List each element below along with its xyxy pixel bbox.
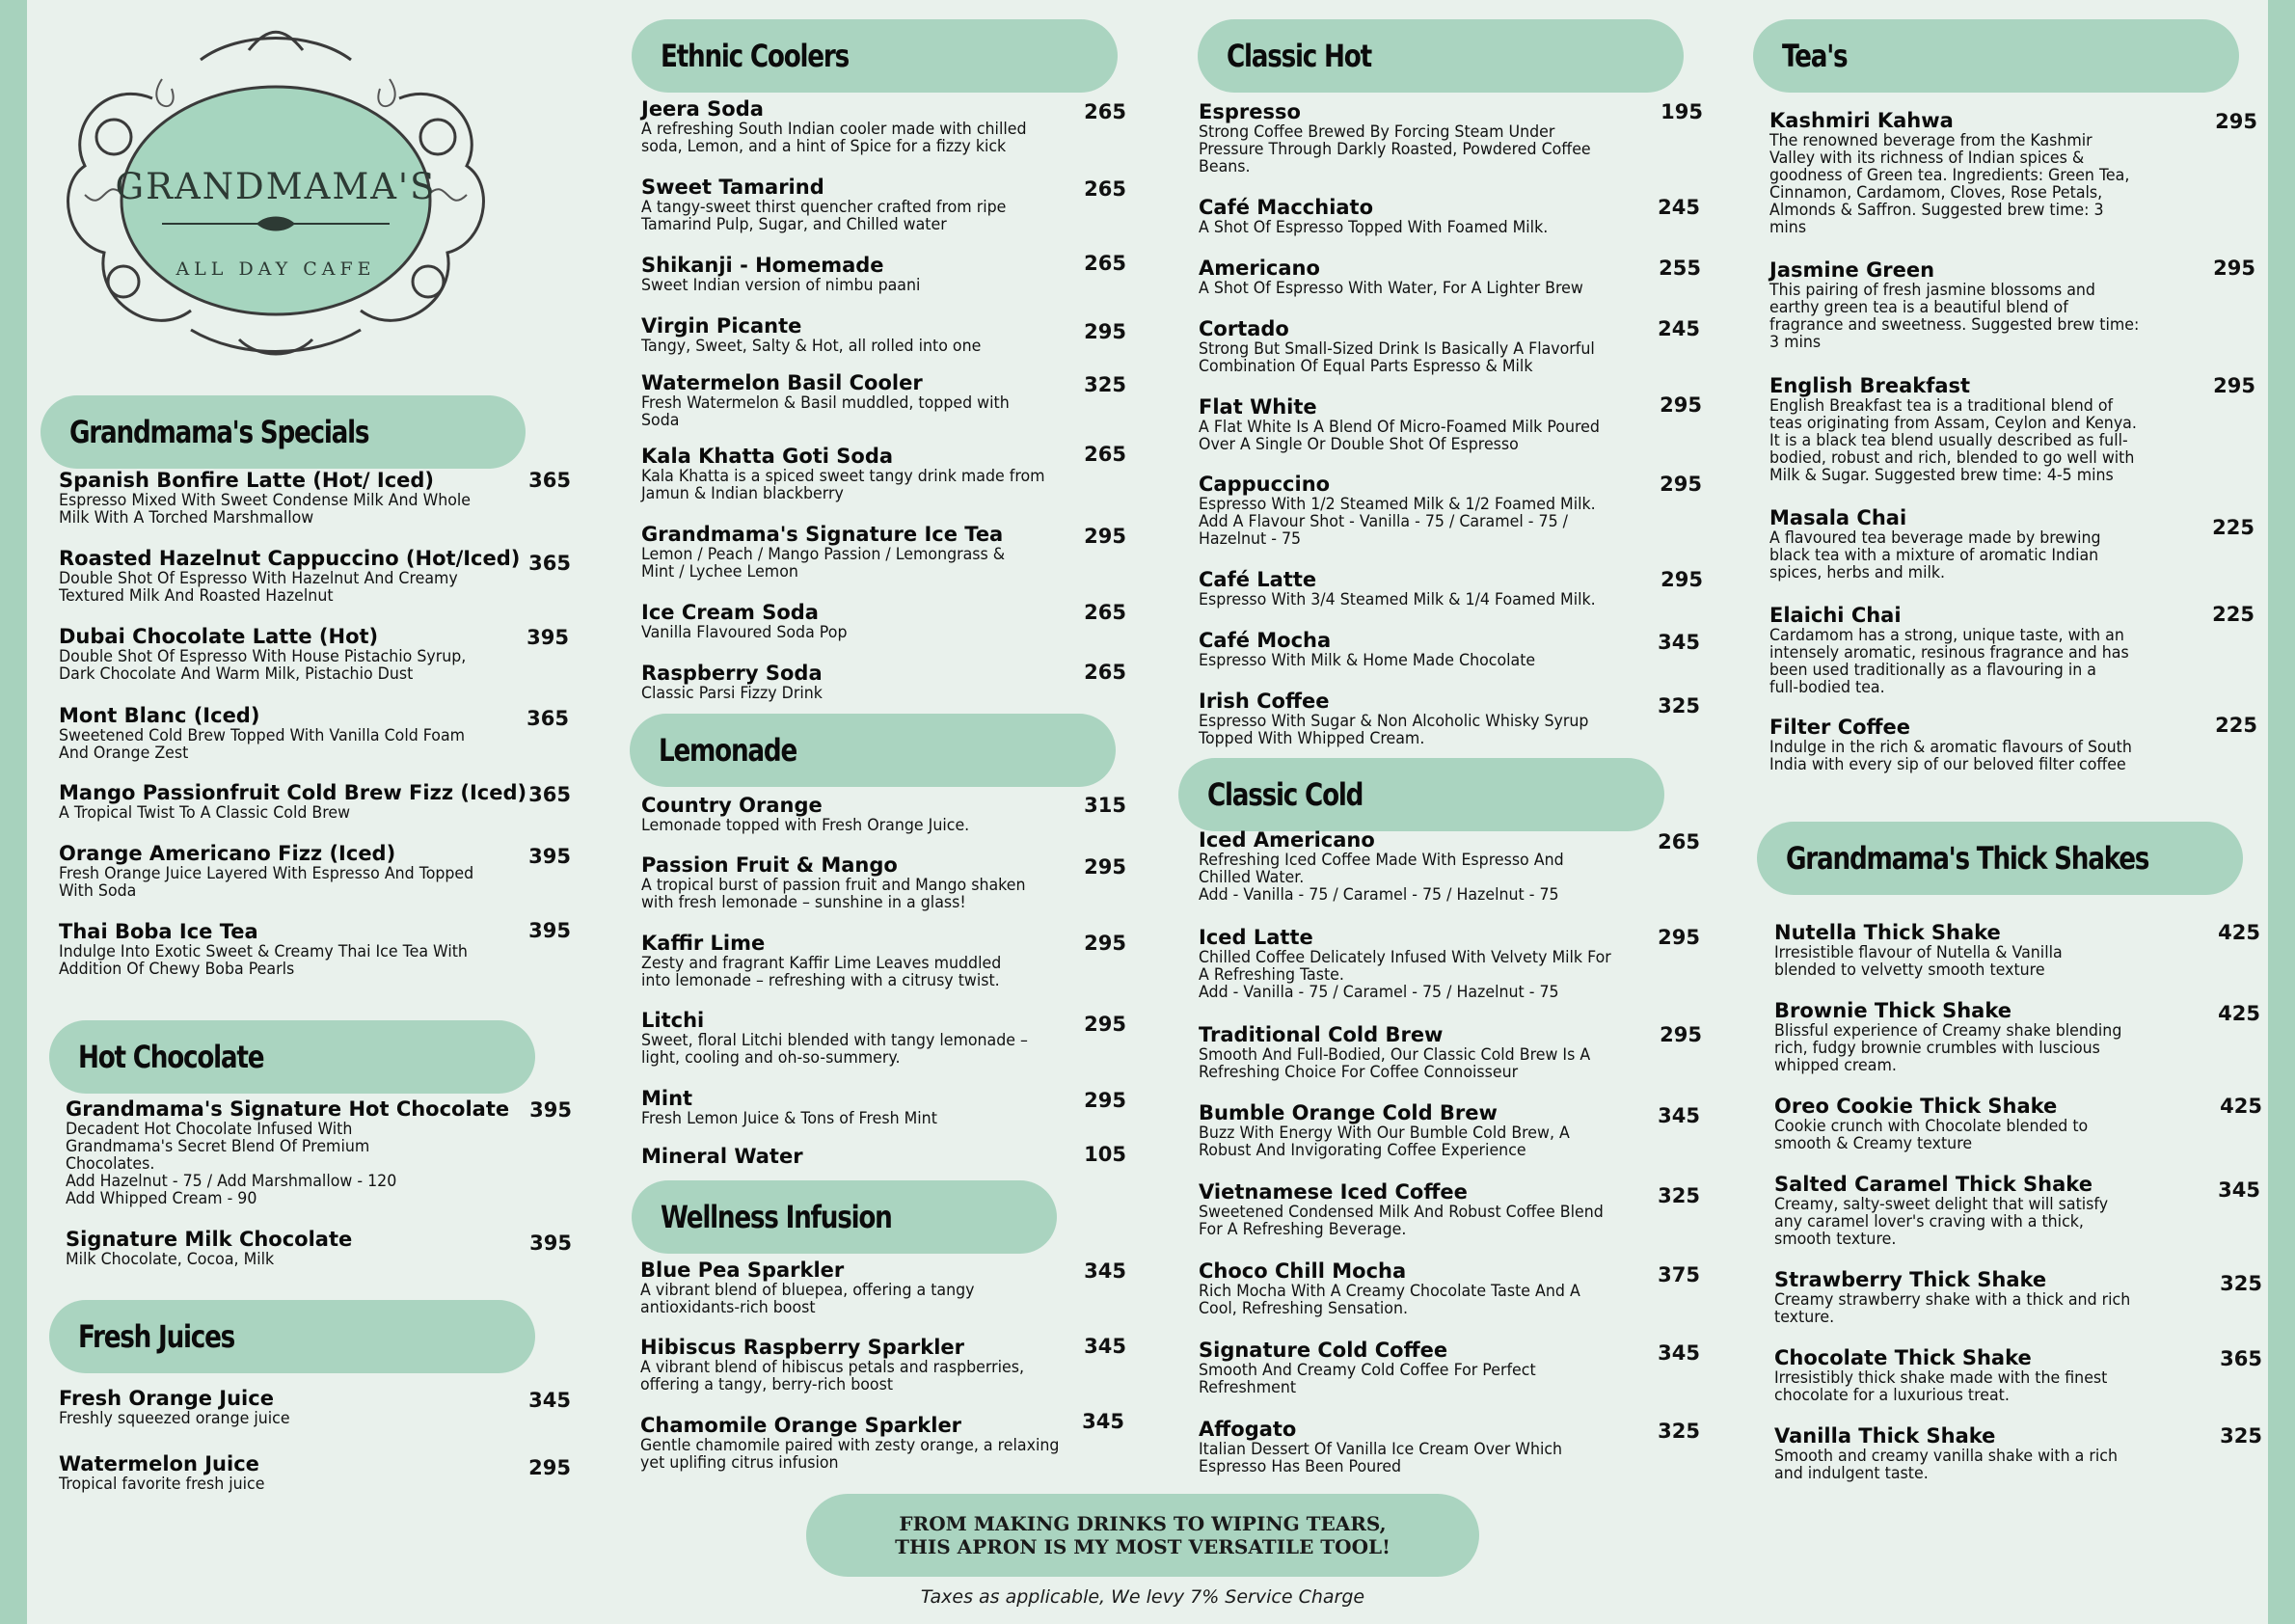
item-desc: Vanilla Flavoured Soda Pop — [641, 623, 848, 642]
item-desc: Sweetened Cold Brew Topped With Vanilla Cold Foam And Orange Zest — [59, 726, 466, 763]
item-name: Watermelon Basil Cooler — [641, 371, 923, 394]
item-price: 325 — [1658, 694, 1700, 717]
apron-quote-banner — [806, 1494, 1479, 1577]
item-price: 195 — [1660, 100, 1703, 123]
item-desc: Lemon / Peach / Mango Passion / Lemongrass & Mint / Lychee Lemon — [641, 545, 1006, 582]
menu-item — [1199, 1101, 1598, 1159]
item-name: Filter Coffee — [1769, 716, 1911, 739]
item-price: 365 — [528, 783, 571, 806]
item-name: Traditional Cold Brew — [1199, 1023, 1444, 1046]
item-name: Dubai Chocolate Latte (Hot) — [59, 625, 379, 648]
item-name: Orange Americano Fizz (Iced) — [59, 842, 396, 865]
item-name: Signature Cold Coffee — [1199, 1339, 1448, 1362]
item-price: 325 — [1658, 1184, 1700, 1207]
item-desc: Espresso With 1/2 Steamed Milk & 1/2 Foamed Milk. Add A Flavour Shot - Vanilla - 75 / Caramel - 75 / Hazelnut - 75 — [1199, 495, 1596, 549]
menu-item — [59, 704, 496, 762]
menu-item — [641, 97, 1056, 155]
section-header-hot-chocolate — [49, 1020, 535, 1094]
item-desc: Espresso With 3/4 Steamed Milk & 1/4 Foamed Milk. — [1199, 590, 1596, 609]
menu-item — [1199, 1339, 1561, 1396]
item-desc: Double Shot Of Espresso With Hazelnut And Creamy Textured Milk And Roasted Hazelnut — [59, 569, 458, 606]
item-name: Kaffir Lime — [641, 932, 766, 955]
item-price: 375 — [1658, 1263, 1700, 1286]
menu-item — [640, 1414, 1091, 1472]
item-name: Jasmine Green — [1769, 258, 1935, 282]
item-price: 345 — [528, 1389, 571, 1412]
item-desc: This pairing of fresh jasmine blossoms and earthy green tea is a beautiful blend of fragrance and sweetness. Suggested brew time: 3 mins — [1769, 281, 2140, 352]
menu-item — [1199, 1259, 1609, 1317]
item-price: 345 — [1084, 1259, 1126, 1283]
item-price: 265 — [1084, 443, 1126, 466]
item-name: Chocolate Thick Shake — [1774, 1346, 2032, 1369]
menu-item — [641, 314, 1007, 355]
section-title: Hot Chocolate — [78, 1039, 264, 1075]
brand-tagline: ALL DAY CAFE — [176, 258, 376, 280]
menu-item — [1199, 1180, 1634, 1238]
item-price: 345 — [1658, 1104, 1700, 1127]
quote-line-1: FROM MAKING DRINKS TO WIPING TEARS, — [899, 1512, 1387, 1535]
item-name: Hibiscus Raspberry Sparkler — [640, 1336, 965, 1359]
menu-item — [1774, 1346, 2132, 1404]
item-price: 325 — [1084, 373, 1126, 396]
item-desc: A vibrant blend of hibiscus petals and raspberries, offering a tangy, berry-rich boost — [640, 1358, 1025, 1394]
item-price: 265 — [1084, 661, 1126, 684]
item-name: Strawberry Thick Shake — [1774, 1268, 2047, 1291]
item-price: 425 — [2218, 1002, 2260, 1025]
menu-item — [641, 601, 863, 641]
item-price: 345 — [1658, 631, 1700, 654]
menu-item — [1199, 317, 1625, 375]
item-price: 365 — [526, 707, 569, 730]
item-price: 345 — [1084, 1335, 1126, 1358]
item-desc: A tropical burst of passion fruit and Mango shaken with fresh lemonade – sunshine in a glass! — [641, 876, 1026, 912]
item-name: Passion Fruit & Mango — [641, 853, 898, 877]
item-price: 295 — [1084, 1089, 1126, 1112]
item-desc: A Shot Of Espresso With Water, For A Lighter Brew — [1199, 279, 1583, 298]
section-header-thick-shakes — [1757, 822, 2243, 895]
menu-item — [641, 932, 1028, 989]
item-desc: A vibrant blend of bluepea, offering a tangy antioxidants-rich boost — [640, 1281, 975, 1317]
item-price: 295 — [1658, 926, 1700, 949]
section-title: Ethnic Coolers — [661, 38, 849, 74]
menu-item — [641, 371, 1037, 429]
item-price: 295 — [2215, 110, 2257, 133]
item-price: 395 — [529, 1098, 572, 1122]
menu-item — [1199, 568, 1626, 609]
menu-item — [641, 662, 836, 702]
item-desc: Lemonade topped with Fresh Orange Juice. — [641, 816, 970, 835]
item-name: English Breakfast — [1769, 374, 1971, 397]
menu-item — [1199, 926, 1642, 1001]
item-desc: A Tropical Twist To A Classic Cold Brew — [59, 803, 351, 823]
item-desc: A flavoured tea beverage made by brewing black tea with a mixture of aromatic Indian spices, herbs and milk. — [1769, 528, 2101, 582]
item-name: Jeera Soda — [641, 97, 764, 121]
item-price: 325 — [2220, 1424, 2262, 1448]
menu-item — [641, 1009, 1057, 1067]
menu-item — [1199, 1023, 1620, 1081]
menu-item — [1769, 604, 2156, 696]
item-desc: Sweet, floral Litchi blended with tangy lemonade – light, cooling and oh-so-summery. — [641, 1031, 1028, 1068]
item-price: 365 — [2220, 1347, 2262, 1370]
item-name: Mint — [641, 1087, 693, 1110]
item-name: Vietnamese Iced Coffee — [1199, 1180, 1468, 1204]
item-name: Iced Latte — [1199, 926, 1313, 949]
item-name: Americano — [1199, 257, 1320, 280]
item-name: Country Orange — [641, 794, 823, 817]
item-price: 425 — [2220, 1095, 2262, 1118]
item-desc: Decadent Hot Chocolate Infused With Grandmama's Secret Blend Of Premium Chocolates. Add Hazelnut - 75 / Add Marshmallow - 120 Add Whipped Cream - 90 — [66, 1120, 397, 1208]
item-price: 395 — [529, 1232, 572, 1255]
menu-item — [641, 794, 994, 834]
menu-item — [641, 1087, 959, 1127]
item-desc: Gentle chamomile paired with zesty orange, a relaxing yet uplifing citrus infusion — [640, 1436, 1060, 1473]
item-name: Mont Blanc (Iced) — [59, 704, 260, 727]
item-price: 345 — [1658, 1341, 1700, 1365]
item-desc: Tropical favorite fresh juice — [59, 1475, 265, 1494]
item-price: 325 — [2220, 1272, 2262, 1295]
item-price: 225 — [2212, 603, 2254, 626]
item-price: 255 — [1659, 257, 1701, 280]
menu-item — [1774, 1095, 2112, 1152]
section-title: Classic Cold — [1207, 776, 1364, 813]
menu-item — [1199, 100, 1620, 176]
menu-item — [66, 1228, 352, 1268]
section-title: Lemonade — [659, 732, 797, 769]
item-name: Espresso — [1199, 100, 1301, 123]
section-header-classic-hot — [1198, 19, 1684, 93]
item-desc: Irresistibly thick shake made with the finest chocolate for a luxurious treat. — [1774, 1368, 2108, 1405]
item-price: 265 — [1084, 177, 1126, 201]
item-price: 295 — [528, 1456, 571, 1479]
menu-item — [66, 1097, 509, 1207]
section-header-fresh-juices — [49, 1300, 535, 1373]
item-price: 295 — [1084, 932, 1126, 955]
item-desc: Blissful experience of Creamy shake blending rich, fudgy brownie crumbles with luscious whipped cream. — [1774, 1021, 2122, 1075]
item-price: 295 — [1660, 473, 1702, 496]
menu-item — [1199, 690, 1618, 747]
item-name: Thai Boba Ice Tea — [59, 920, 258, 943]
quote-line-2: THIS APRON IS MY MOST VERSATILE TOOL! — [895, 1535, 1390, 1558]
item-desc: Milk Chocolate, Cocoa, Milk — [66, 1250, 275, 1269]
item-name: Café Mocha — [1199, 629, 1332, 652]
item-price: 425 — [2218, 921, 2260, 944]
item-name: Litchi — [641, 1009, 705, 1032]
item-name: Café Latte — [1199, 568, 1317, 591]
item-name: Flat White — [1199, 395, 1317, 419]
item-name: Sweet Tamarind — [641, 176, 824, 199]
item-desc: Espresso With Milk & Home Made Chocolate — [1199, 651, 1536, 670]
item-desc: Indulge Into Exotic Sweet & Creamy Thai Ice Tea With Addition Of Chewy Boba Pearls — [59, 942, 468, 979]
item-name: Brownie Thick Shake — [1774, 999, 2012, 1022]
menu-item — [641, 254, 941, 294]
menu-item — [59, 1452, 281, 1493]
item-price: 365 — [528, 469, 571, 492]
brand-name: GRANDMAMA'S — [115, 166, 437, 207]
section-title: Classic Hot — [1227, 38, 1371, 74]
menu-item — [1199, 1418, 1589, 1475]
item-desc: A tangy-sweet thirst quencher crafted from ripe Tamarind Pulp, Sugar, and Chilled water — [641, 198, 1007, 234]
item-desc: Irresistible flavour of Nutella & Vanilla blended to velvetty smooth texture — [1774, 943, 2063, 980]
menu-item — [1199, 196, 1575, 236]
section-header-ethnic-coolers — [632, 19, 1118, 93]
item-price: 265 — [1084, 252, 1126, 275]
menu-item — [59, 1387, 308, 1427]
item-name: Watermelon Juice — [59, 1452, 259, 1475]
item-desc: Italian Dessert Of Vanilla Ice Cream Over Which Espresso Has Been Poured — [1199, 1440, 1563, 1476]
item-desc: A Flat White Is A Blend Of Micro-Foamed Milk Poured Over A Single Or Double Shot Of Espresso — [1199, 418, 1600, 454]
item-name: Masala Chai — [1769, 506, 1907, 529]
item-desc: Sweet Indian version of nimbu paani — [641, 276, 921, 295]
menu-item — [59, 781, 526, 822]
menu-item — [1199, 629, 1560, 669]
item-price: 295 — [1660, 568, 1703, 591]
item-price: 295 — [1660, 393, 1702, 417]
right-border-strip — [2268, 0, 2295, 1624]
item-price: 325 — [1658, 1420, 1700, 1443]
item-desc: Smooth And Creamy Cold Coffee For Perfect Refreshment — [1199, 1361, 1536, 1397]
item-desc: English Breakfast tea is a traditional blend of teas originating from Assam, Ceylon and Kenya. It is a black tea blend usually described as full- bodied, robust and rich, blended to go well with Milk & Sugar. Suggested brew time: 4-5 mins — [1769, 396, 2137, 485]
item-name: Virgin Picante — [641, 314, 802, 338]
item-name: Salted Caramel Thick Shake — [1774, 1173, 2092, 1196]
section-title: Fresh Juices — [78, 1318, 235, 1355]
item-desc: Strong Coffee Brewed By Forcing Steam Under Pressure Through Darkly Roasted, Powdered Coffee Beans. — [1199, 122, 1591, 176]
cafe-logo — [46, 21, 505, 370]
item-name: Irish Coffee — [1199, 690, 1330, 713]
menu-item — [59, 469, 501, 527]
item-price: 295 — [1084, 1013, 1126, 1036]
item-desc: Cookie crunch with Chocolate blended to smooth & Creamy texture — [1774, 1117, 2089, 1153]
menu-item — [1769, 374, 2165, 484]
menu-item — [1199, 395, 1630, 453]
menu-item — [59, 920, 499, 978]
item-desc: Buzz With Energy With Our Bumble Cold Brew, A Robust And Invigorating Coffee Experience — [1199, 1123, 1570, 1160]
menu-item — [641, 1145, 803, 1168]
item-name: Café Macchiato — [1199, 196, 1374, 219]
item-price: 245 — [1658, 196, 1700, 219]
item-price: 105 — [1084, 1143, 1126, 1166]
item-desc: A Shot Of Espresso Topped With Foamed Milk. — [1199, 218, 1549, 237]
section-header-wellness-infusion — [632, 1180, 1057, 1254]
item-name: Choco Chill Mocha — [1199, 1259, 1407, 1283]
item-desc: Tangy, Sweet, Salty & Hot, all rolled into one — [641, 337, 982, 356]
item-price: 245 — [1658, 317, 1700, 340]
item-price: 265 — [1084, 601, 1126, 624]
item-desc: Creamy strawberry shake with a thick and rich texture. — [1774, 1290, 2131, 1327]
item-desc: Fresh Lemon Juice & Tons of Fresh Mint — [641, 1109, 937, 1128]
item-name: Chamomile Orange Sparkler — [640, 1414, 962, 1437]
item-desc: Fresh Watermelon & Basil muddled, topped with Soda — [641, 393, 1010, 430]
item-desc: Zesty and fragrant Kaffir Lime Leaves muddled into lemonade – refreshing with a citrusy twist. — [641, 954, 1002, 990]
item-desc: Creamy, salty-sweet delight that will satisfy any caramel lover's craving with a thick, smooth texture. — [1774, 1195, 2109, 1249]
item-name: Nutella Thick Shake — [1774, 921, 2001, 944]
item-name: Iced Americano — [1199, 828, 1375, 852]
item-price: 265 — [1084, 100, 1126, 123]
menu-item — [641, 176, 1034, 233]
item-desc: A refreshing South Indian cooler made with chilled soda, Lemon, and a hint of Spice for a fizzy kick — [641, 120, 1027, 156]
item-desc: Indulge in the rich & aromatic flavours of South India with every sip of our beloved filter coffee — [1769, 738, 2132, 774]
item-name: Cortado — [1199, 317, 1289, 340]
item-name: Vanilla Thick Shake — [1774, 1424, 1996, 1448]
item-desc: Sweetened Condensed Milk And Robust Coffee Blend For A Refreshing Beverage. — [1199, 1203, 1604, 1239]
section-title: Grandmama's Thick Shakes — [1786, 840, 2149, 877]
left-border-strip — [0, 0, 27, 1624]
item-name: Kashmiri Kahwa — [1769, 109, 1954, 132]
menu-item — [1774, 1424, 2144, 1482]
item-price: 395 — [528, 919, 571, 942]
item-price: 365 — [528, 552, 571, 575]
item-price: 225 — [2215, 714, 2257, 737]
item-name: Fresh Orange Juice — [59, 1387, 274, 1410]
item-desc: Chilled Coffee Delicately Infused With Velvety Milk For A Refreshing Taste. Add - Vanilla - 75 / Caramel - 75 / Hazelnut - 75 — [1199, 948, 1611, 1002]
item-desc: Espresso With Sugar & Non Alcoholic Whisky Syrup Topped With Whipped Cream. — [1199, 712, 1589, 748]
menu-item — [641, 853, 1055, 911]
item-price: 295 — [2213, 374, 2255, 397]
item-name: Ice Cream Soda — [641, 601, 819, 624]
item-price: 295 — [1084, 320, 1126, 343]
item-desc: Cardamom has a strong, unique taste, with an intensely aromatic, resinous fragrance and has been used traditionally as a flavouring in a full-bodied tea. — [1769, 626, 2129, 697]
item-price: 295 — [1084, 855, 1126, 879]
item-name: Oreo Cookie Thick Shake — [1774, 1095, 2058, 1118]
menu-item — [59, 625, 497, 683]
item-desc: Refreshing Iced Coffee Made With Espresso And Chilled Water. Add - Vanilla - 75 / Caramel - 75 / Hazelnut - 75 — [1199, 851, 1564, 905]
item-name: Signature Milk Chocolate — [66, 1228, 353, 1251]
item-name: Blue Pea Sparkler — [640, 1259, 845, 1282]
menu-item — [1199, 473, 1626, 548]
item-name: Mango Passionfruit Cold Brew Fizz (Iced) — [59, 781, 527, 804]
menu-item — [1199, 828, 1591, 904]
item-price: 315 — [1084, 794, 1126, 817]
menu-item — [1774, 1173, 2133, 1248]
menu-item — [640, 1259, 1000, 1316]
menu-item — [1199, 257, 1612, 297]
item-name: Raspberry Soda — [641, 662, 823, 685]
item-desc: Freshly squeezed orange juice — [59, 1409, 290, 1428]
section-header-classic-cold — [1178, 758, 1664, 831]
menu-item — [1769, 109, 2156, 236]
item-desc: Double Shot Of Espresso With House Pistachio Syrup, Dark Chocolate And Warm Milk, Pistachio Dust — [59, 647, 467, 684]
item-name: Kala Khatta Goti Soda — [641, 445, 894, 468]
item-name: Grandmama's Signature Hot Chocolate — [66, 1097, 510, 1121]
section-title: Wellness Infusion — [661, 1199, 892, 1235]
item-price: 345 — [1082, 1410, 1124, 1433]
item-price: 295 — [2213, 257, 2255, 280]
section-title: Grandmama's Specials — [69, 414, 369, 450]
item-price: 295 — [1084, 525, 1126, 548]
item-name: Grandmama's Signature Ice Tea — [641, 523, 1004, 546]
menu-item — [59, 547, 520, 605]
menu-item — [59, 842, 505, 900]
item-name: Elaichi Chai — [1769, 604, 1902, 627]
menu-item — [1769, 258, 2167, 351]
item-desc: Strong But Small-Sized Drink Is Basically A Flavorful Combination Of Equal Parts Espresso & Milk — [1199, 339, 1595, 376]
item-name: Shikanji - Homemade — [641, 254, 884, 277]
menu-item — [1774, 999, 2148, 1074]
section-header-lemonade — [630, 714, 1116, 787]
section-header-specials — [40, 395, 526, 469]
item-desc: Fresh Orange Juice Layered With Espresso And Topped With Soda — [59, 864, 474, 901]
item-price: 395 — [528, 845, 571, 868]
item-price: 345 — [2218, 1178, 2260, 1202]
menu-item — [1774, 921, 2084, 979]
item-desc: Classic Parsi Fizzy Drink — [641, 684, 823, 703]
item-price: 395 — [526, 626, 569, 649]
item-name: Cappuccino — [1199, 473, 1331, 496]
menu-item — [641, 523, 1033, 581]
item-desc: Rich Mocha With A Creamy Chocolate Taste And A Cool, Refreshing Sensation. — [1199, 1282, 1580, 1318]
item-desc: Smooth and creamy vanilla shake with a rich and indulgent taste. — [1774, 1447, 2118, 1483]
item-name: Affogato — [1199, 1418, 1297, 1441]
item-name: Spanish Bonfire Latte (Hot/ Iced) — [59, 469, 435, 492]
section-title: Tea's — [1782, 38, 1848, 74]
item-name: Bumble Orange Cold Brew — [1199, 1101, 1498, 1124]
item-desc: Espresso Mixed With Sweet Condense Milk And Whole Milk With A Torched Marshmallow — [59, 491, 472, 528]
tax-note: Taxes as applicable, We levy 7% Service Charge — [920, 1586, 1365, 1608]
item-name: Roasted Hazelnut Cappuccino (Hot/Iced) — [59, 547, 521, 570]
item-price: 225 — [2212, 516, 2254, 539]
menu-item — [1774, 1268, 2157, 1326]
menu-item — [641, 445, 1075, 502]
item-desc: Smooth And Full-Bodied, Our Classic Cold Brew Is A Refreshing Choice For Coffee Connoisseur — [1199, 1045, 1591, 1082]
menu-item — [640, 1336, 1053, 1394]
item-price: 265 — [1658, 830, 1700, 853]
item-name: Mineral Water — [641, 1145, 803, 1168]
item-price: 295 — [1660, 1023, 1702, 1046]
item-desc: The renowned beverage from the Kashmir Valley with its richness of Indian spices & goodness of Green tea. Ingredients: Green Tea, Cinnamon, Cardamom, Cloves, Rose Petals, Almonds & Saffron. Suggested brew time: 3 mins — [1769, 131, 2130, 237]
menu-item — [1769, 716, 2159, 773]
menu-item — [1769, 506, 2125, 582]
section-header-teas — [1753, 19, 2239, 93]
item-desc: Kala Khatta is a spiced sweet tangy drink made from Jamun & Indian blackberry — [641, 467, 1045, 503]
